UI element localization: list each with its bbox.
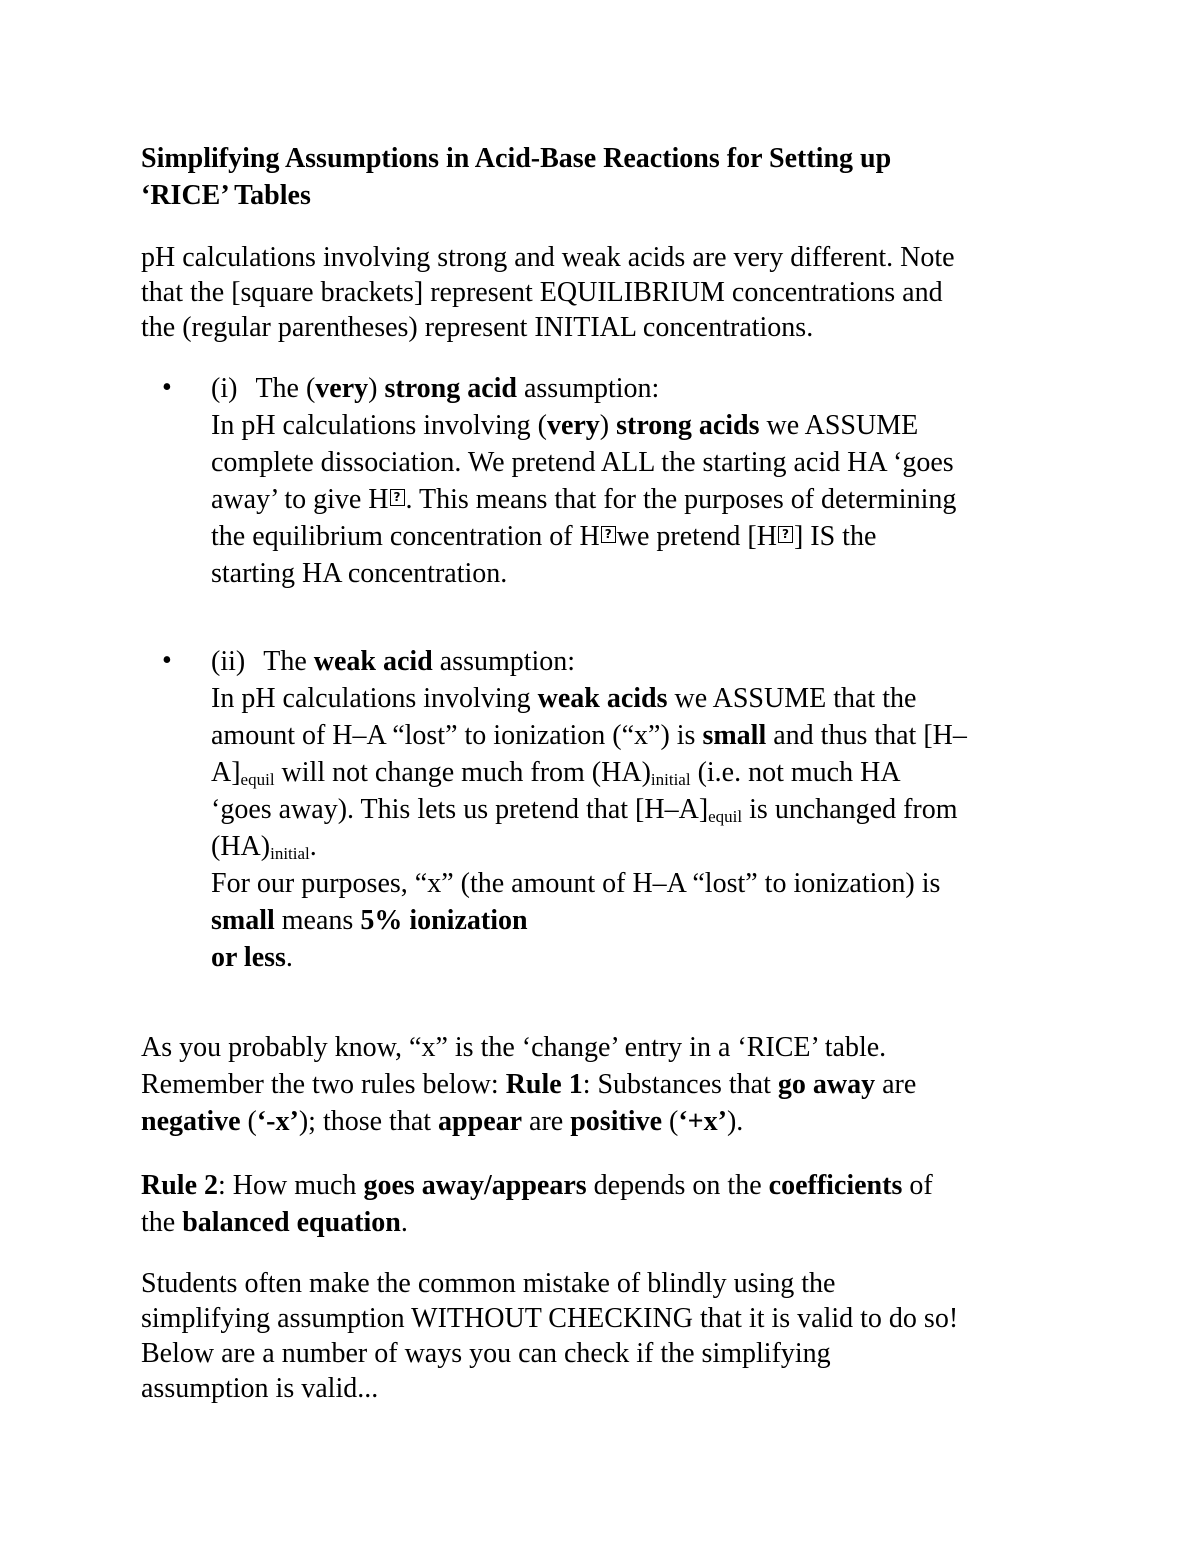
rule-2-paragraph: Rule 2: How much goes away/appears depends on the coefficients of the balanced equation. bbox=[141, 1170, 933, 1238]
missing-glyph-icon: ? bbox=[390, 489, 405, 506]
weak-acid-assumption: (ii) The weak acid assumption: In pH calculations involving weak acids we ASSUME that the amount of H–A “lost” to ionization (“x”) is small and thus that [H– $A]_{equil}$ will not change much from $(HA)_{initial}$ (i.e. not much HA ‘goes away). This lets us pretend that $[H-A]_{equil}$ is unchanged from $(HA)_{initial}$. For our purposes, “x” (the amount of H–A “lost” to ionization) is small means 5% ionization or less. bbox=[211, 646, 967, 973]
rice-rules-paragraph: As you probably know, “x” is the ‘change’ entry in a ‘RICE’ table. Remember the two rules below: Rule 1: Substances that go away are negative (‘-x’); those that appear are positive (‘+x’). bbox=[141, 1032, 917, 1137]
strong-acid-assumption: (i) The (very) strong acid assumption: In pH calculations involving (very) strong acids we ASSUME complete dissociation. We pretend ALL the starting acid HA ‘goes away’ to give H ? . This means that for the purposes of determining the equilibrium concentration of H ? we pretend [H ? ] IS the starting HA concentration. bbox=[211, 373, 957, 589]
intro-paragraph: pH calculations involving strong and weak acids are very different. Note that the [square brackets] represent EQUILIBRIUM concentrations and the (regular parentheses) represent INITIAL concentrations. bbox=[141, 242, 955, 343]
checking-paragraph: Students often make the common mistake of blindly using the simplifying assumption WITHOUT CHECKING that it is valid to do so! Below are a number of ways you can check if the simplifying assumption is valid... bbox=[141, 1268, 959, 1404]
missing-glyph-icon: ? bbox=[778, 526, 793, 543]
bullet-icon: • bbox=[162, 372, 172, 403]
title-line-1: Simplifying Assumptions in Acid-Base Reactions for Setting up bbox=[141, 143, 892, 174]
bullet-icon: • bbox=[162, 645, 172, 676]
title-line-2: ‘RICE’ Tables bbox=[141, 180, 311, 211]
missing-glyph-icon: ? bbox=[601, 526, 616, 543]
document-title bbox=[141, 140, 1041, 214]
